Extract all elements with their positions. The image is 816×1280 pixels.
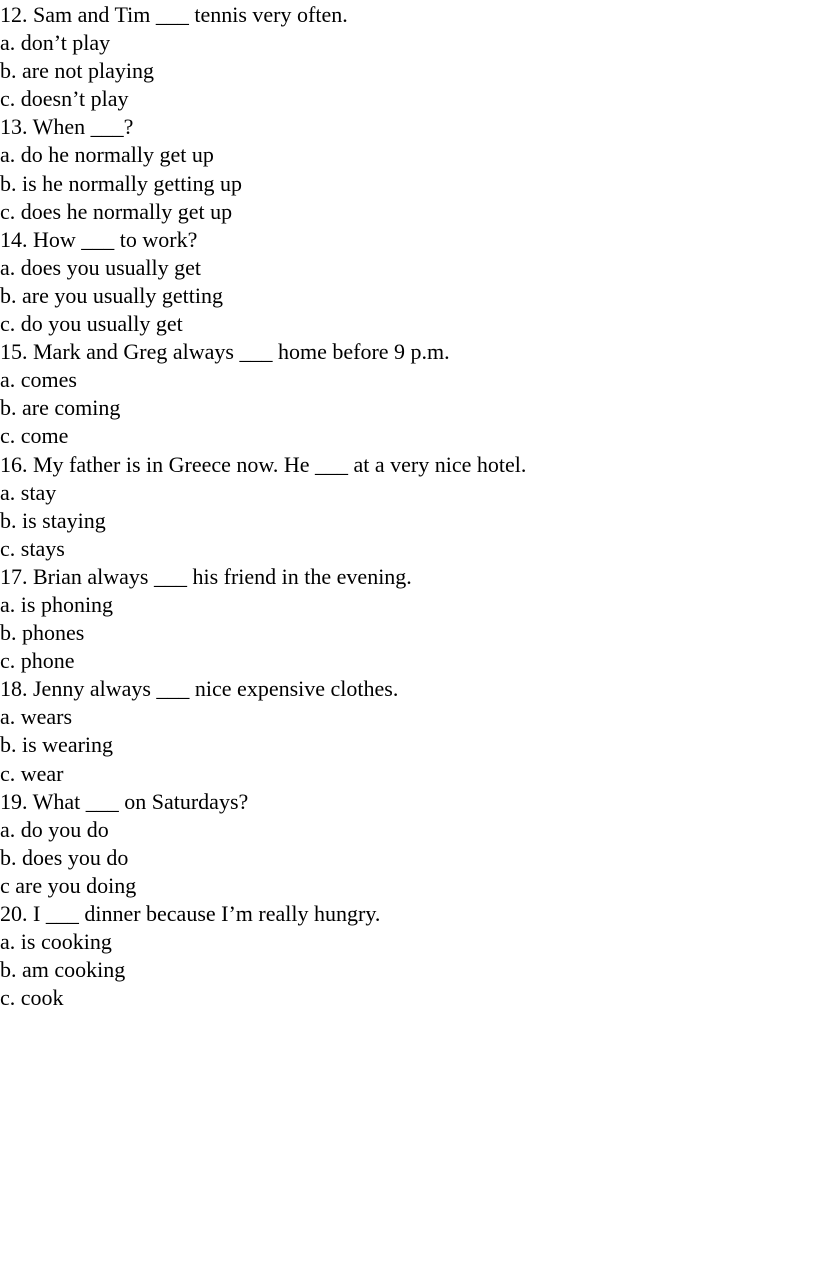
question-15-stem: 15. Mark and Greg always ___ home before 9 p.m. [0, 339, 450, 365]
question-18-stem: 18. Jenny always ___ nice expensive clothes. [0, 676, 399, 702]
question-17-option-a: a. is phoning [0, 591, 114, 617]
question-14-option-c: c. do you usually get [0, 311, 183, 337]
question-16-stem: 16. My father is in Greece now. He ___ at a very nice hotel. [0, 451, 527, 477]
question-12-option-c: c. doesn’t play [0, 86, 129, 112]
question-20-option-c: c. cook [0, 985, 64, 1011]
question-17-stem: 17. Brian always ___ his friend in the evening. [0, 563, 412, 589]
question-12-stem: 12. Sam and Tim ___ tennis very often. [0, 2, 348, 27]
question-18-option-a: a. wears [0, 704, 73, 730]
question-15-option-c: c. come [0, 423, 69, 449]
question-13-option-c: c. does he normally get up [0, 198, 233, 224]
question-14-stem: 14. How ___ to work? [0, 226, 198, 252]
question-19-option-b: b. does you do [0, 844, 129, 870]
question-15-option-b: b. are coming [0, 395, 121, 421]
question-13-option-b: b. is he normally getting up [0, 170, 242, 196]
question-14-option-a: a. does you usually get [0, 254, 202, 280]
question-16-option-c: c. stays [0, 535, 65, 561]
question-13-option-a: a. do he normally get up [0, 142, 214, 168]
question-13-stem: 13. When ___? [0, 114, 134, 140]
question-17-option-b: b. phones [0, 620, 85, 646]
question-19-stem: 19. What ___ on Saturdays? [0, 788, 249, 814]
question-18-option-b: b. is wearing [0, 732, 114, 758]
question-18-option-c: c. wear [0, 760, 64, 786]
question-16-option-b: b. is staying [0, 507, 106, 533]
question-14-option-b: b. are you usually getting [0, 282, 224, 308]
question-16-option-a: a. stay [0, 479, 57, 505]
question-20-option-b: b. am cooking [0, 957, 126, 983]
question-19-option-a: a. do you do [0, 816, 109, 842]
question-15-option-a: a. comes [0, 367, 77, 393]
question-17-option-c: c. phone [0, 648, 75, 674]
question-12-option-a: a. don’t play [0, 30, 111, 56]
question-19-option-c: c are you doing [0, 872, 137, 898]
question-20-option-a: a. is cooking [0, 929, 112, 955]
question-20-stem: 20. I ___ dinner because I’m really hungry. [0, 901, 381, 926]
question-12-option-b: b. are not playing [0, 58, 154, 84]
